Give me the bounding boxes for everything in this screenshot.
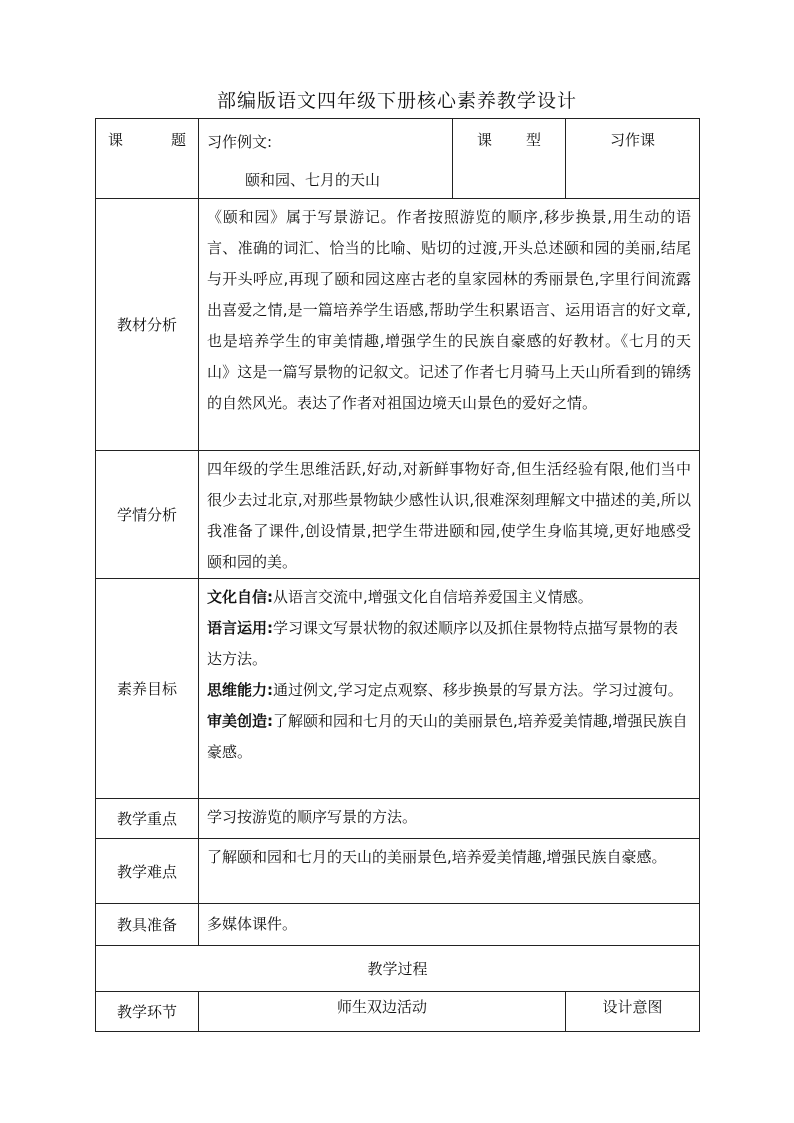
difficulties-row [96,839,700,904]
key-points-row [96,799,700,839]
difficulties-label: 教学难点 [96,839,199,904]
key-points-text: 学习按游览的顺序写景的方法。 [199,799,700,839]
topic-label: 课 题 [96,119,199,199]
students-row [96,451,700,579]
goal-item: 语言运用:学习课文写景状物的叙述顺序以及抓住景物特点描写景物的表达方法。 [207,619,679,668]
goals-label: 素养目标 [96,579,199,799]
goals-list [199,579,700,799]
process-row [96,946,700,992]
analysis-text: 《颐和园》属于写景游记。作者按照游览的顺序,移步换景,用生动的语言、准确的词汇、恰当的比喻、贴切的过渡,开头总述颐和园的美丽,结尾与开头呼应,再现了颐和园这座古老的皇家园林的秀丽景色,字里行间流露出喜爱之情,是一篇培养学生语感,帮助学生积累语言、运用语言的好文章,也是培养学生的审美情趣,增强学生的民族自豪感的好教材。《七月的天山》这是一篇写景物的记叙文。记述了作者七月骑马上天山所看到的锦绣的自然风光。表达了作者对祖国边境天山景色的爱好之情。 [199,199,700,451]
topic-row [96,119,700,199]
tools-text: 多媒体课件。 [199,904,700,946]
page-title: 部编版语文四年级下册核心素养教学设计 [216,90,577,112]
topic-line-1: 习作例文: [207,133,273,151]
columns-row [96,992,700,1032]
key-points-label: 教学重点 [96,799,199,839]
difficulties-text: 了解颐和园和七月的天山的美丽景色,培养爱美情趣,增强民族自豪感。 [199,839,700,904]
intent-header: 设计意图 [566,992,700,1032]
goal-item: 思维能力:通过例文,学习定点观察、移步换景的写景方法。学习过渡句。 [207,681,683,699]
analysis-row [96,199,700,451]
process-heading: 教学过程 [96,946,700,992]
goal-item: 审美创造:了解颐和园和七月的天山的美丽景色,培养爱美情趣,增强民族自豪感。 [207,712,688,761]
type-label: 课 型 [453,119,566,199]
students-text: 四年级的学生思维活跃,好动,对新鲜事物好奇,但生活经验有限,他们当中很少去过北京,对那些景物缺少感性认识,很难深刻理解文中描述的美,所以我准备了课件,创设情景,把学生带进颐和园,使学生身临其境,更好地感受颐和园的美。 [199,451,700,579]
tools-row [96,904,700,946]
topic-value [199,119,453,199]
analysis-label: 教材分析 [96,199,199,451]
activity-header: 师生双边活动 [199,992,566,1032]
goal-item: 文化自信:从语言交流中,增强文化自信培养爱国主义情感。 [207,588,593,606]
stage-header: 教学环节 [96,992,199,1032]
students-label: 学情分析 [96,451,199,579]
goals-row [96,579,700,799]
type-value: 习作课 [566,119,700,199]
topic-line-2: 颐和园、七月的天山 [245,171,381,189]
tools-label: 教具准备 [96,904,199,946]
lesson-plan-table [95,118,700,1032]
